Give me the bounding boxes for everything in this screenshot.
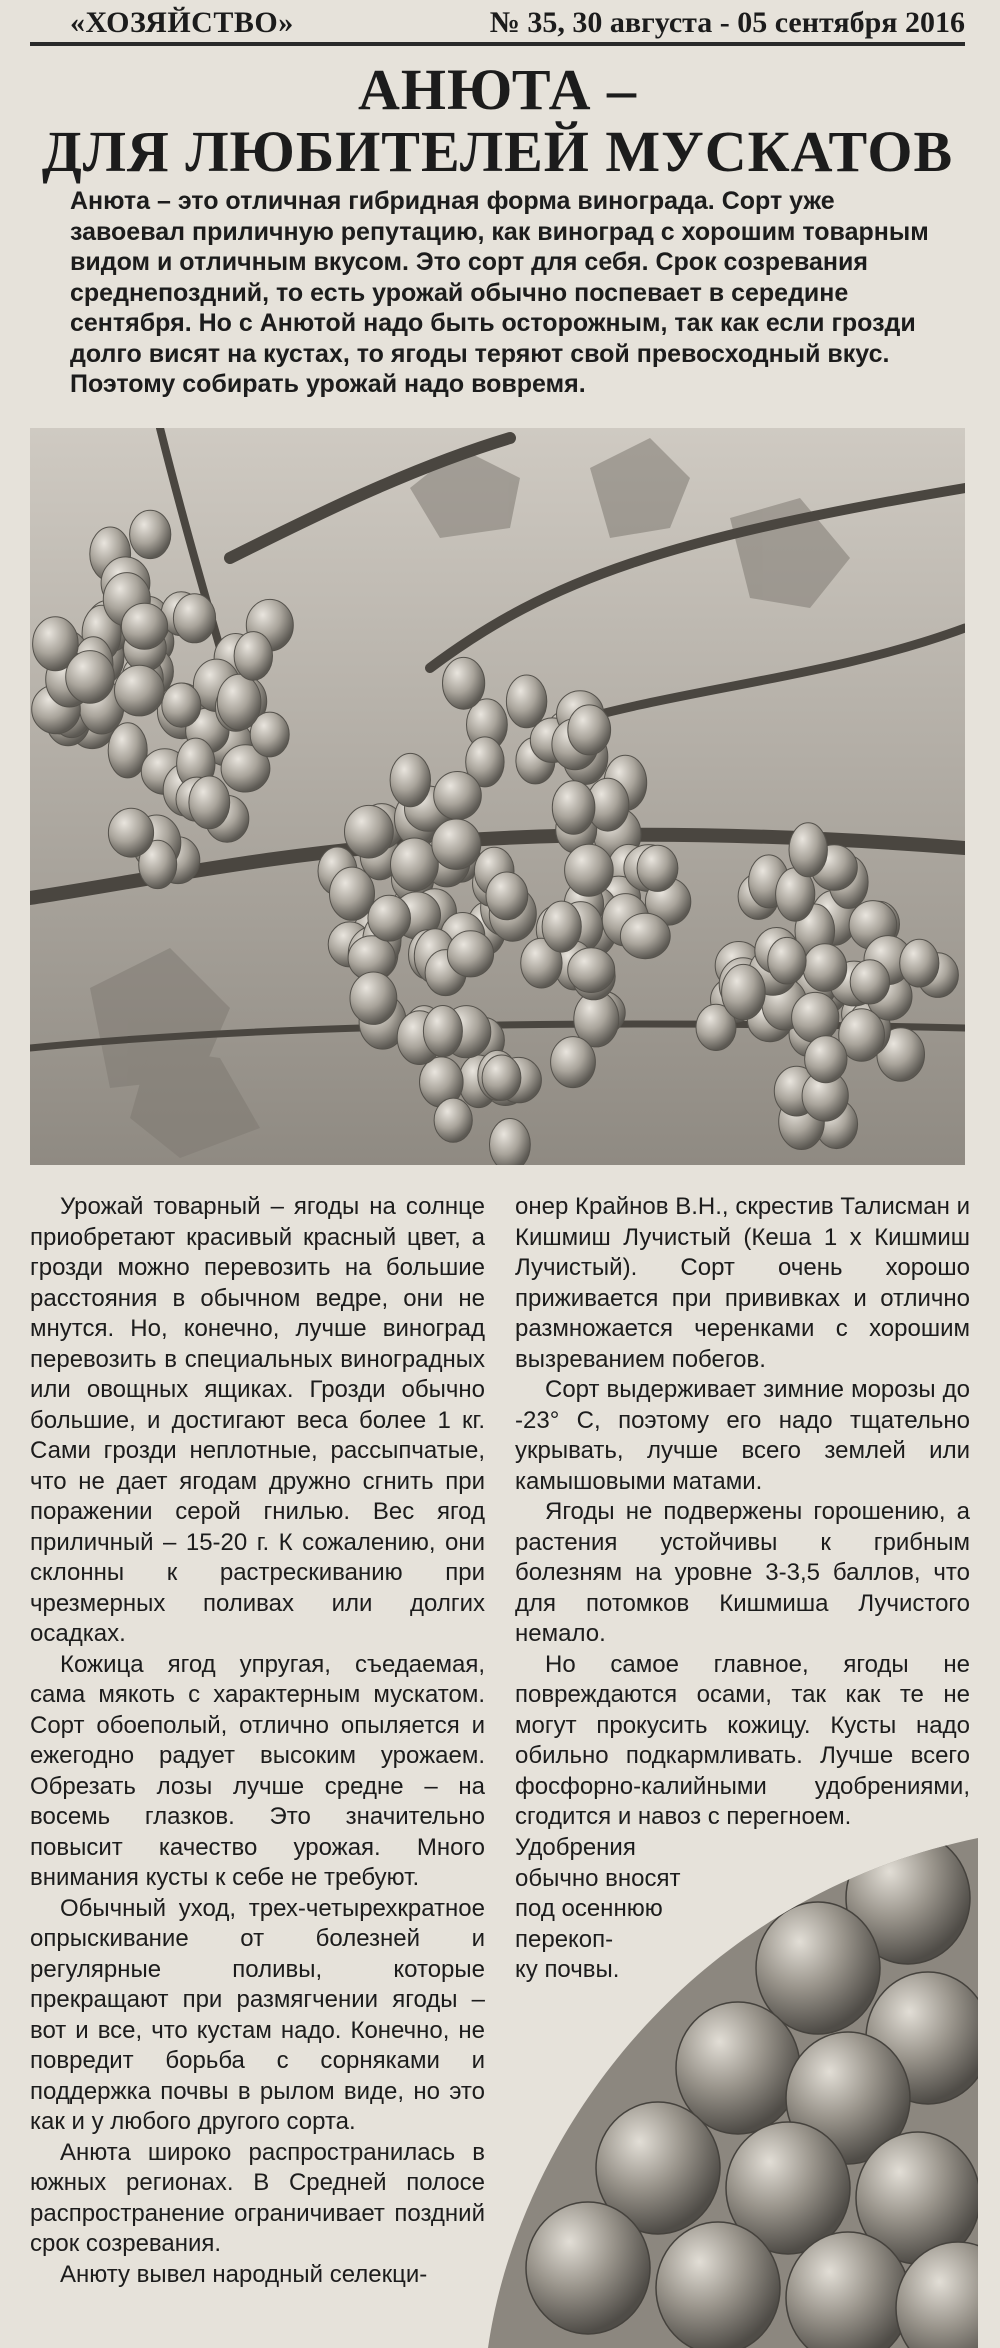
article-column-left: [30, 1192, 485, 2290]
grape-berry: [568, 948, 615, 993]
grape-berry: [390, 753, 430, 806]
paragraph: Урожай товарный – ягоды на солнце приобретают красивый красный цвет, а грозди можно перевозить на большие расстояния в обычном ведре, они не мнутся. Но, конечно, лучше виноград перевозить в специальных виноградных или овощных ящиках. Грозди обычно большие, и достигают веса более 1 кг. Сами грозди неплотные, рассыпчатые, что не дает ягодам дружно сгнить при поражении серой гнилью. Вес ягод приличный – 15-20 г. К сожалению, они склонны к растрескиванию при чрезмерных поливах или долгих осадках.: [30, 1193, 485, 1647]
grape-berry: [162, 683, 201, 727]
issue-info: № 35, 30 августа - 05 сентября 2016: [489, 6, 965, 39]
grape-berry: [656, 2222, 780, 2348]
grape-berry: [350, 972, 397, 1024]
grape-berry: [189, 776, 230, 829]
grape-berry: [551, 1037, 596, 1088]
paragraph: Обычный уход, трех-четырехкратное опрыскивание от болезней и регулярные поливы, которые прекращают при размягчении ягоды – вот и все, что кустам надо. Конечно, не повредит борьба с сорняками и поддержка почвы в рылом виде, но это как и у любого другого сорта.: [30, 1894, 485, 2135]
paragraph: онер Крайнов В.Н., скрестив Талисман и Кишмиш Лучистый (Кеша 1 х Кишмиш Лучистый). Сорт очень хорошо приживается при прививках и отлично размножается черенками с хорошим вызреванием побегов.: [515, 1193, 970, 1373]
grape-berry: [565, 844, 614, 896]
grape-berry: [900, 939, 939, 987]
grape-berry: [108, 808, 153, 857]
grape-berry: [217, 674, 261, 730]
paragraph: Сорт выдерживает зимние морозы до -23° С, поэтому его надо тщательно укрывать, лучше всего землей или камышовыми матами.: [515, 1376, 970, 1495]
article-lead: Анюта – это отличная гибридная форма винограда. Сорт уже завоевал приличную репутацию, как виноград с хорошим товарным видом и отличным вкусом. Это сорт для себя. Срок созревания среднепоздний, то есть урожай обычно поспевает в середине сентября. Но с Анютой надо быть осторожным, так как если грозди долго висят на кустах, то ягоды теряют свой превосходный вкус. Поэтому собирать урожай надо вовремя.: [70, 187, 929, 398]
paragraph: Но самое главное, ягоды не повреждаются осами, так как те не могут прокусить кожицу. Кусты надо обильно подкармливать. Лучше всего фосфорно-калийными удобрениями, сгодится и навоз с перегноем.: [515, 1650, 970, 1830]
section-name: «ХОЗЯЙСТВО»: [70, 6, 294, 39]
grape-berry: [789, 823, 827, 877]
article-title-line-2: ДЛЯ ЛЮБИТЕЛЕЙ МУСКАТОВ: [41, 119, 954, 184]
grape-berry: [850, 960, 889, 1004]
grape-berry: [722, 964, 766, 1019]
grape-berry: [805, 1036, 847, 1083]
grape-berry: [330, 867, 375, 920]
grape-berry: [486, 872, 528, 920]
paragraph: Анюту вывел народный селекци-: [60, 2260, 428, 2288]
grape-berry: [803, 944, 847, 992]
text-line: под осеннюю: [515, 1895, 663, 1922]
text-line: обычно вносят: [515, 1864, 681, 1892]
text-line: ку почвы.: [515, 1956, 620, 1983]
grape-berry: [130, 510, 171, 558]
grape-berry: [542, 901, 581, 952]
grape-berry: [768, 937, 806, 984]
paragraph: Анюта широко распространилась в южных регионах. В Средней полосе распространение ограничивает поздний срок созревания.: [30, 2138, 485, 2257]
grape-berry: [792, 992, 839, 1042]
grape-berry: [506, 675, 546, 728]
grape-berry: [447, 931, 493, 977]
grape-berry: [443, 657, 485, 709]
grape-berry: [637, 845, 678, 891]
grape-berry: [391, 838, 439, 891]
grape-berry: [115, 665, 165, 716]
grape-berry: [234, 632, 272, 681]
paragraph: Ягоды не подвержены горошению, а растения устойчивы к грибным болезням на уровне 3-3,5 баллов, что для потомков Кишмиша Лучистого немало.: [515, 1498, 970, 1647]
grapes-photo: [30, 428, 965, 1165]
article-column-right: [515, 1192, 970, 1833]
grape-berry: [434, 772, 482, 820]
grape-berry: [345, 805, 394, 858]
grape-berry: [173, 594, 215, 643]
wraparound-text: [515, 1833, 680, 1986]
grape-berry: [121, 603, 167, 649]
grape-berry: [434, 1098, 472, 1142]
text-line: перекоп-: [515, 1925, 614, 1953]
paragraph: Кожица ягод упругая, съедаемая, сама мякоть с характерным мускатом. Сорт обоеполый, отлично опыляется и ежегодно радует высоким урожаем. Обрезать лозы лучше средне – на восемь глазков. Это значительно повысит качество урожая. Много внимания кусты к себе не требуют.: [30, 1650, 485, 1891]
grape-berry: [423, 1006, 462, 1057]
page-header: [30, 2, 965, 46]
text-line: Удобрения: [515, 1834, 636, 1861]
grape-berry: [490, 1119, 531, 1166]
grape-berry: [66, 651, 115, 704]
grape-berry: [482, 1055, 521, 1100]
article-title-line-1: АНЮТА –: [357, 57, 638, 122]
grape-berry: [368, 895, 411, 941]
grape-berry: [620, 913, 670, 958]
grape-berry: [568, 705, 611, 755]
grape-berry: [552, 781, 595, 834]
grape-berry: [432, 819, 481, 869]
grape-berry: [526, 2202, 650, 2334]
